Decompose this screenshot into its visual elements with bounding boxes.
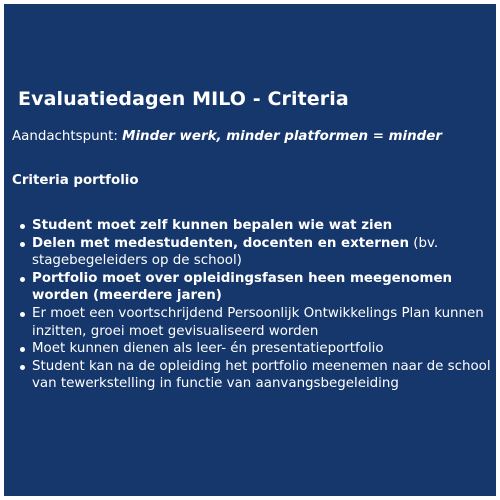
- item-bold-text: Student moet zelf kunnen bepalen wie wat zien: [32, 218, 393, 233]
- item-text: Student kan na de opleiding het portfolio meenemen naar de school van tewerkstelling in functie van aanvangsbegeleiding: [32, 358, 491, 392]
- list-item: [32, 235, 494, 270]
- bullet-icon: [20, 312, 25, 317]
- slide-title: Evaluatiedagen MILO - Criteria: [18, 88, 349, 110]
- attention-label: Aandachtspunt:: [12, 129, 123, 144]
- list-item: [32, 305, 494, 340]
- attention-text: Minder werk, minder platformen = minder: [122, 129, 442, 144]
- attention-line: [12, 129, 442, 144]
- item-text: (bv. stagebegeleiders op de school): [32, 235, 439, 269]
- item-text: Moet kunnen dienen als leer- én presentatieportfolio: [32, 341, 384, 357]
- item-bold-text: Delen met medestudenten, docenten en externen: [32, 235, 409, 251]
- slide: [4, 4, 496, 496]
- bullet-icon: [20, 365, 25, 370]
- bullet-icon: [20, 224, 25, 229]
- item-text: Er moet een voortschrijdend Persoonlijk Ontwikkelings Plan kunnen inzitten, groei moet gevisualiseerd worden: [32, 305, 484, 339]
- bullet-icon: [20, 347, 25, 352]
- list-item: [32, 217, 494, 235]
- list-item: [32, 358, 494, 393]
- criteria-heading: Criteria portfolio: [12, 173, 139, 188]
- criteria-list: [32, 217, 494, 393]
- bullet-icon: [20, 277, 25, 282]
- bullet-icon: [20, 242, 25, 247]
- list-item: [32, 340, 494, 358]
- list-item: [32, 270, 494, 305]
- item-bold-text: Portfolio moet over opleidingsfasen heen meegenomen worden (meerdere jaren): [32, 270, 453, 304]
